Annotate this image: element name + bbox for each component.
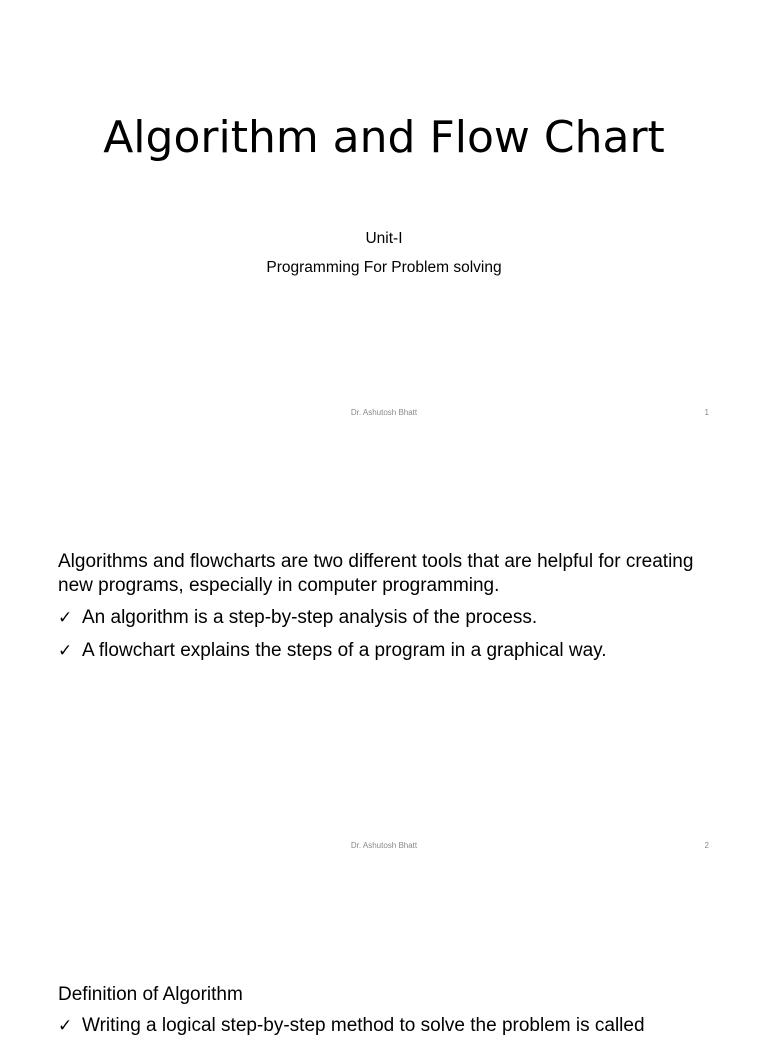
bullet-text: A flowchart explains the steps of a program in a graphical way. <box>82 640 607 661</box>
bullet-text: Writing a logical step-by-step method to solve the problem is called <box>82 1015 645 1036</box>
bullet-item <box>58 606 738 630</box>
slide-subtitle-unit: Unit-I <box>365 230 403 247</box>
bullet-item <box>58 1014 645 1038</box>
check-icon: ✓ <box>58 641 73 661</box>
intro-paragraph: Algorithms and flowcharts are two different tools that are helpful for creating new programs, especially in computer programming. <box>58 551 694 596</box>
check-icon: ✓ <box>58 1016 73 1036</box>
bullet-text: An algorithm is a step-by-step analysis of the process. <box>82 607 538 628</box>
slide-3 <box>0 866 768 1036</box>
page-number: 2 <box>704 841 709 850</box>
slide-subtitle-course: Programming For Problem solving <box>266 259 502 276</box>
check-icon: ✓ <box>58 608 73 628</box>
footer-author: Dr. Ashutosh Bhatt <box>350 408 418 417</box>
section-heading: Definition of Algorithm <box>58 984 243 1005</box>
slide-1 <box>0 0 768 432</box>
bullet-item <box>58 639 738 663</box>
footer-author: Dr. Ashutosh Bhatt <box>350 841 418 850</box>
slide-2 <box>0 433 768 865</box>
slide-title: Algorithm and Flow Chart <box>103 112 665 163</box>
page-number: 1 <box>704 408 709 417</box>
